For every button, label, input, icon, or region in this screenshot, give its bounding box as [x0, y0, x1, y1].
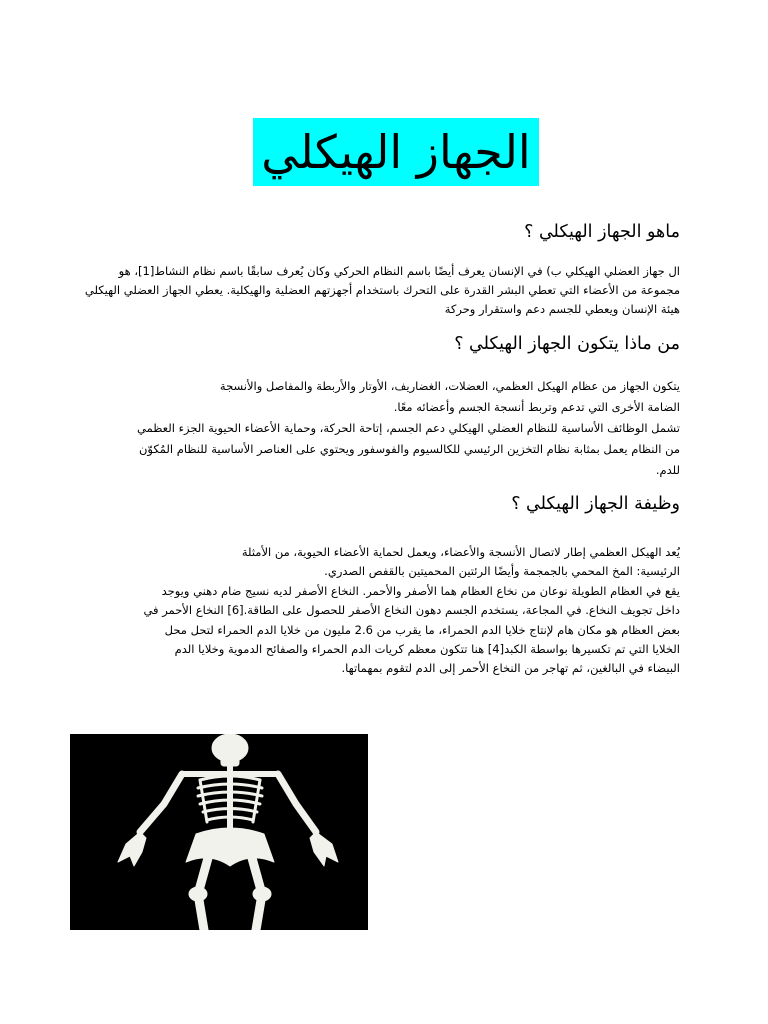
paragraph-line: هيئة الإنسان ويعطي للجسم دعم واستقرار وحركة	[444, 302, 680, 316]
pelvis-shape	[186, 828, 274, 866]
left-knee-shape	[189, 887, 207, 901]
paragraph-line: داخل تجويف النخاع. في المجاعة، يستخدم الجسم دهون النخاع الأصفر للحصول على الطاقة.[6] النخاع الأحمر في	[143, 603, 680, 618]
paragraph-line: البيضاء في البالغين، ثم تهاجر من النخاع الأحمر إلى الدم لتقوم بمهماتها.	[341, 661, 680, 676]
section-paragraph-what-is	[80, 262, 680, 319]
paragraph-line: مجموعة من الأعضاء التي تعطي البشر القدرة على التحرك باستخدام أجهزتهم العضلية والهيكلية. يعطي الجهاز العضلي الهيكلي	[84, 283, 680, 297]
paragraph-line: الرئيسية: المخ المحمي بالجمجمة وأيضًا الرئتين المحميتين بالقفص الصدري.	[324, 564, 680, 579]
skeleton-illustration	[70, 734, 368, 930]
section-paragraph-composition	[80, 376, 680, 481]
paragraph-line: تشمل الوظائف الأساسية للنظام العضلي الهيكلي دعم الجسم، إتاحة الحركة، وحماية الأعضاء الحيوية الجزء العظمي	[137, 421, 680, 435]
paragraph-line: ال جهاز العضلي الهيكلي ب) في الإنسان يعرف أيضًا باسم النظام الحركي وكان يُعرف سابقًا باسم نظام النشاط[1]، هو	[118, 264, 680, 278]
paragraph-line: يُعد الهيكل العظمي إطار لاتصال الأنسجة والأعضاء، ويعمل لحماية الأعضاء الحيوية، من الأمثلة	[241, 545, 680, 559]
section-heading-composition: من ماذا يتكون الجهاز الهيكلي ؟	[454, 334, 680, 354]
paragraph-line: بعض العظام هو مكان هام لإنتاج خلايا الدم الحمراء، ما يقرب من 2.6 مليون من خلايا الدم الحمراء لتحل محل	[164, 622, 680, 637]
section-paragraph-function	[80, 543, 680, 679]
legs	[198, 858, 262, 930]
paragraph-line: الخلايا التي تم تكسيرها بواسطة الكبد[4] هنا تتكون معظم كريات الدم الحمراء والصفائح الدموية وخلايا الدم	[174, 642, 680, 657]
paragraph-line: من النظام يعمل بمثابة نظام التخزين الرئيسي للكالسيوم والفوسفور ويحتوي على العناصر الأساسية للنظام المُكوّن	[138, 442, 680, 456]
page-title: الجهاز الهيكلي	[261, 125, 531, 179]
paragraph-line: الضامة الأخرى التي تدعم وتربط أنسجة الجسم وأعضائه معًا.	[393, 400, 680, 414]
paragraph-line: يتكون الجهاز من عظام الهيكل العظمي، العضلات، الغضاريف، الأوتار والأربطة والمفاصل والأنسجة	[219, 379, 680, 393]
paragraph-line: للدم.	[655, 463, 680, 477]
right-knee-shape	[253, 887, 271, 901]
skeleton-image	[70, 734, 368, 930]
section-heading-what-is: ماهو الجهاز الهيكلي ؟	[524, 222, 680, 242]
section-heading-function: وظيفة الجهاز الهيكلي ؟	[511, 494, 680, 514]
title-highlight	[253, 118, 539, 186]
paragraph-line: يقع في العظام الطويلة نوعان من نخاع العظام هما الأصفر والأحمر. النخاع الأصفر لديه نسيج ضام دهني ويوجد	[161, 583, 680, 598]
